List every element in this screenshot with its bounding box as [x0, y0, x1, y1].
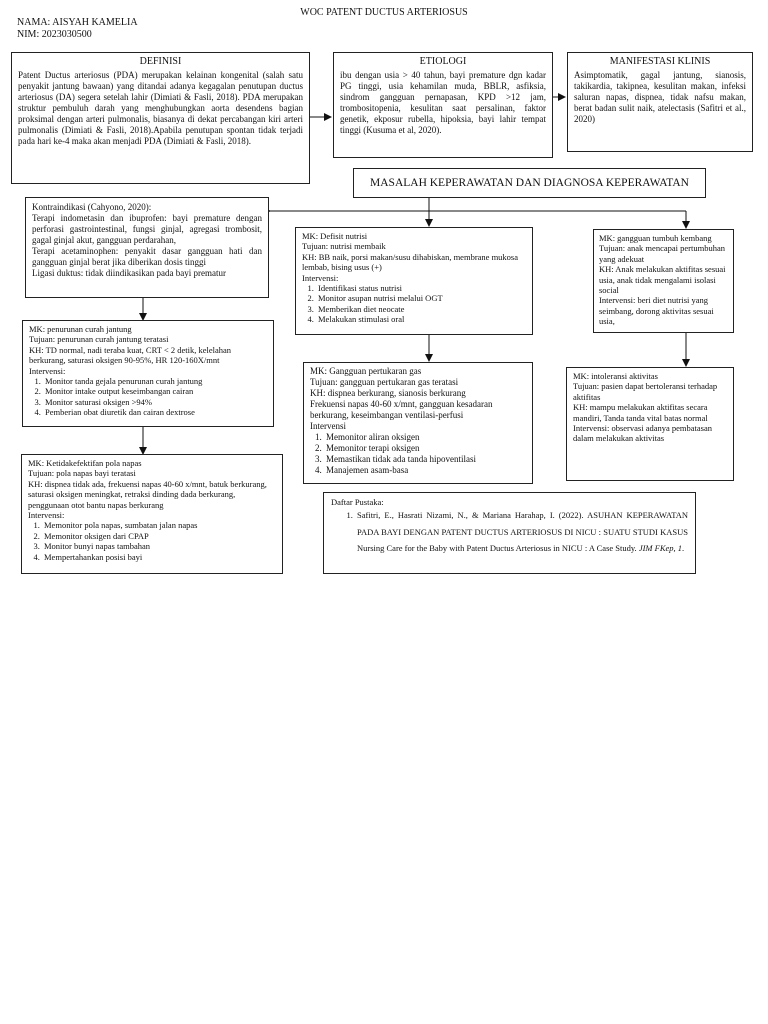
kontraindikasi-acetaminophen: Terapi acetaminophen: penyakit dasar gangguan hati dan gangguan ginjal berat jika diberikan dosis tinggi: [32, 246, 262, 267]
definisi-text: Patent Ductus arteriosus (PDA) merupakan kelainan kongenital (salah satu penyakit jantung bawaan) yang ditandai adanya kegagalan penutupan ductus arteriosus (DA) segera setelah lahir (Dimiati & Fasli, 2018). PDA merupakan struktur pembuluh darah yang menghubungkan aorta desendens bagian proksimal dengan arteri pulmonalis, biasanya di dekat percabangan kiri arteri pulmonalis (Dimiati & Fasli, 2018).Apabila penutupan spontan tidak terjadi pada hari ke-4 maka akan menjadi PDA (Dimiati & Fasli, 2018).: [18, 70, 303, 146]
intoleransi-tujuan: Tujuan: pasien dapat bertoleransi terhadap aktifitas: [573, 381, 718, 402]
tumbuh-kembang-kh: KH: Anak melakukan aktifitas sesuai usia, anak tidak mengalami isolasi social: [599, 264, 726, 296]
daftar-pustaka-box: [323, 492, 696, 574]
curah-jantung-tujuan: Tujuan: penurunan curah jantung teratasi: [29, 334, 169, 345]
intoleransi-box: [566, 367, 734, 481]
tumbuh-kembang-intervensi: Intervensi: beri diet nutrisi yang seimbang, dorong aktivitas sesuai usia,: [599, 295, 714, 327]
pola-napas-kh: KH: dispnea tidak ada, frekuensi napas 40-60 x/mnt, batuk berkurang, saturasi oksigen meningkat, retraksi dinding dada berkurang, penggunaan otot bantu napas berkurang: [28, 478, 267, 510]
tumbuh-kembang-tujuan: Tujuan: anak mencapai pertumbuhan yang adekuat: [599, 243, 725, 264]
list-item: 4. Melakukan stimulasi oral: [316, 314, 526, 324]
pertukaran-gas-mk: MK: Gangguan pertukaran gas: [310, 366, 422, 376]
manifestasi-box: [567, 52, 753, 152]
definisi-box: [11, 52, 310, 184]
curah-jantung-list: [29, 376, 267, 418]
pertukaran-gas-kh: KH: dispnea berkurang, sianosis berkurang: [310, 388, 466, 398]
list-item: 3. Memastikan tidak ada tanda hipoventilasi: [324, 454, 526, 465]
list-item: 4. Pemberian obat diuretik dan cairan dextrose: [43, 407, 267, 417]
list-item: 3. Memberikan diet neocate: [316, 304, 526, 314]
tumbuh-kembang-box: [593, 229, 734, 333]
etiologi-box: [333, 52, 553, 158]
defisit-nutrisi-list: [302, 283, 526, 325]
pertukaran-gas-intervensi-label: Intervensi: [310, 421, 346, 431]
pertukaran-gas-tujuan: Tujuan: gangguan pertukaran gas teratasi: [310, 377, 459, 387]
list-item: 1. Memonitor pola napas, sumbatan jalan napas: [42, 520, 276, 530]
curah-jantung-kh: KH: TD normal, nadi teraba kuat, CRT < 2 detik, kelelahan berkurang, saturasi oksigen 90-95%, HR 120-160X/mnt: [29, 344, 232, 366]
manifestasi-text: Asimptomatik, gagal jantung, sianosis, takikardia, takipnea, kesulitan makan, infeksi saluran napas, dispnea, tidak nafsu makan, berat badan sulit naik, atelectasis (Safitri et al., 2020): [574, 70, 746, 124]
curah-jantung-box: [22, 320, 274, 427]
intoleransi-kh: KH: mampu melakukan aktifitas secara mandiri, Tanda tanda vital batas normal: [573, 402, 708, 423]
student-nim: NIM: 2023030500: [17, 29, 92, 40]
pertukaran-gas-kh2: Frekuensi napas 40-60 x/mnt, gangguan kesadaran berkurang, keseimbangan ventilasi-perfusi: [310, 399, 493, 420]
curah-jantung-intervensi-label: Intervensi:: [29, 365, 66, 376]
daftar-pustaka-title: Daftar Pustaka:: [331, 497, 384, 507]
page-title: WOC PATENT DUCTUS ARTERIOSUS: [300, 7, 468, 18]
list-item: 1. Identifikasi status nutrisi: [316, 283, 526, 293]
list-item: 2. Monitor asupan nutrisi melalui OGT: [316, 293, 526, 303]
pola-napas-mk: MK: Ketidakefektifan pola napas: [28, 458, 142, 468]
pola-napas-tujuan: Tujuan: pola napas bayi teratasi: [28, 468, 136, 479]
kontraindikasi-indometasin: Terapi indometasin dan ibuprofen: bayi premature dengan perforasi gastrointestinal, fungsi ginjal, agregasi trombosit, gagal ginjal akut, gangguan perdarahan,: [32, 213, 262, 245]
list-item: 2. Memonitor oksigen dari CPAP: [42, 531, 276, 541]
list-item: 3. Monitor bunyi napas tambahan: [42, 541, 276, 551]
tumbuh-kembang-mk: MK: gangguan tumbuh kembang: [599, 233, 712, 243]
masalah-keperawatan-title: MASALAH KEPERAWATAN DAN DIAGNOSA KEPERAWATAN: [353, 168, 706, 198]
list-item: 4. Mempertahankan posisi bayi: [42, 552, 276, 562]
student-name: NAMA: AISYAH KAMELIA: [17, 17, 138, 28]
daftar-pustaka-list: [331, 507, 688, 557]
kontraindikasi-ligasi: Ligasi duktus: tidak diindikasikan pada bayi prematur: [32, 268, 226, 278]
pola-napas-box: [21, 454, 283, 574]
definisi-title: DEFINISI: [139, 56, 182, 67]
pola-napas-list: [28, 520, 276, 562]
etiologi-title: ETIOLOGI: [419, 56, 467, 67]
manifestasi-title: MANIFESTASI KLINIS: [609, 56, 711, 67]
pertukaran-gas-box: [303, 362, 533, 484]
defisit-nutrisi-tujuan: Tujuan: nutrisi membaik: [302, 241, 386, 252]
pertukaran-gas-list: [310, 432, 526, 476]
list-item: 3. Monitor saturasi oksigen >94%: [43, 397, 267, 407]
defisit-nutrisi-intervensi-label: Intervensi:: [302, 272, 339, 283]
defisit-nutrisi-kh: KH: BB naik, porsi makan/susu dihabiskan, membrane mukosa lembab, bising usus (+): [302, 251, 519, 273]
list-item: 1. Monitor tanda gejala penurunan curah jantung: [43, 376, 267, 386]
pola-napas-intervensi-label: Intervensi:: [28, 510, 65, 521]
reference-end: .: [682, 543, 685, 554]
kontraindikasi-box: [25, 197, 269, 298]
curah-jantung-mk: MK: penurunan curah jantung: [29, 324, 132, 334]
intoleransi-mk: MK: intoleransi aktivitas: [573, 371, 658, 381]
intoleransi-intervensi: Intervensi: observasi adanya pembatasan dalam melakukan aktivitas: [573, 423, 713, 444]
reference-text: Safitri, E., Hasrati Nizami, N., & Mariana Harahap, I. (2022). ASUHAN KEPERAWATAN PADA BAYI DENGAN PATENT DUCTUS ARTERIOSUS DI NICU : SUATU STUDI KASUS Nursing Care for the Baby with Patent Ductus Arteriosus in NICU : A Case Study.: [357, 510, 688, 554]
list-item: 4. Manajemen asam-basa: [324, 465, 526, 476]
kontraindikasi-title: Kontraindikasi (Cahyono, 2020):: [32, 202, 152, 212]
reference-journal: JIM FKep, 1: [638, 543, 683, 554]
defisit-nutrisi-mk: MK: Defisit nutrisi: [302, 231, 368, 241]
list-item: 1. Memonitor aliran oksigen: [324, 432, 526, 443]
etiologi-text: ibu dengan usia > 40 tahun, bayi premature dgn kadar PG tinggi, usia kehamilan muda, BBLR, asfiksia, sindrom gangguan pernapasan, KPD >12 jam, trombositopenia, kesulitan saat persalinan, faktor genetik, ekposur rubella, hipoksia, bayi lahir tempat tinggi (Kusuma et al, 2020).: [340, 70, 546, 135]
list-item: 2. Monitor intake output keseimbangan cairan: [43, 386, 267, 396]
list-item: 2. Memonitor terapi oksigen: [324, 443, 526, 454]
list-item: [355, 507, 688, 557]
defisit-nutrisi-box: [295, 227, 533, 335]
